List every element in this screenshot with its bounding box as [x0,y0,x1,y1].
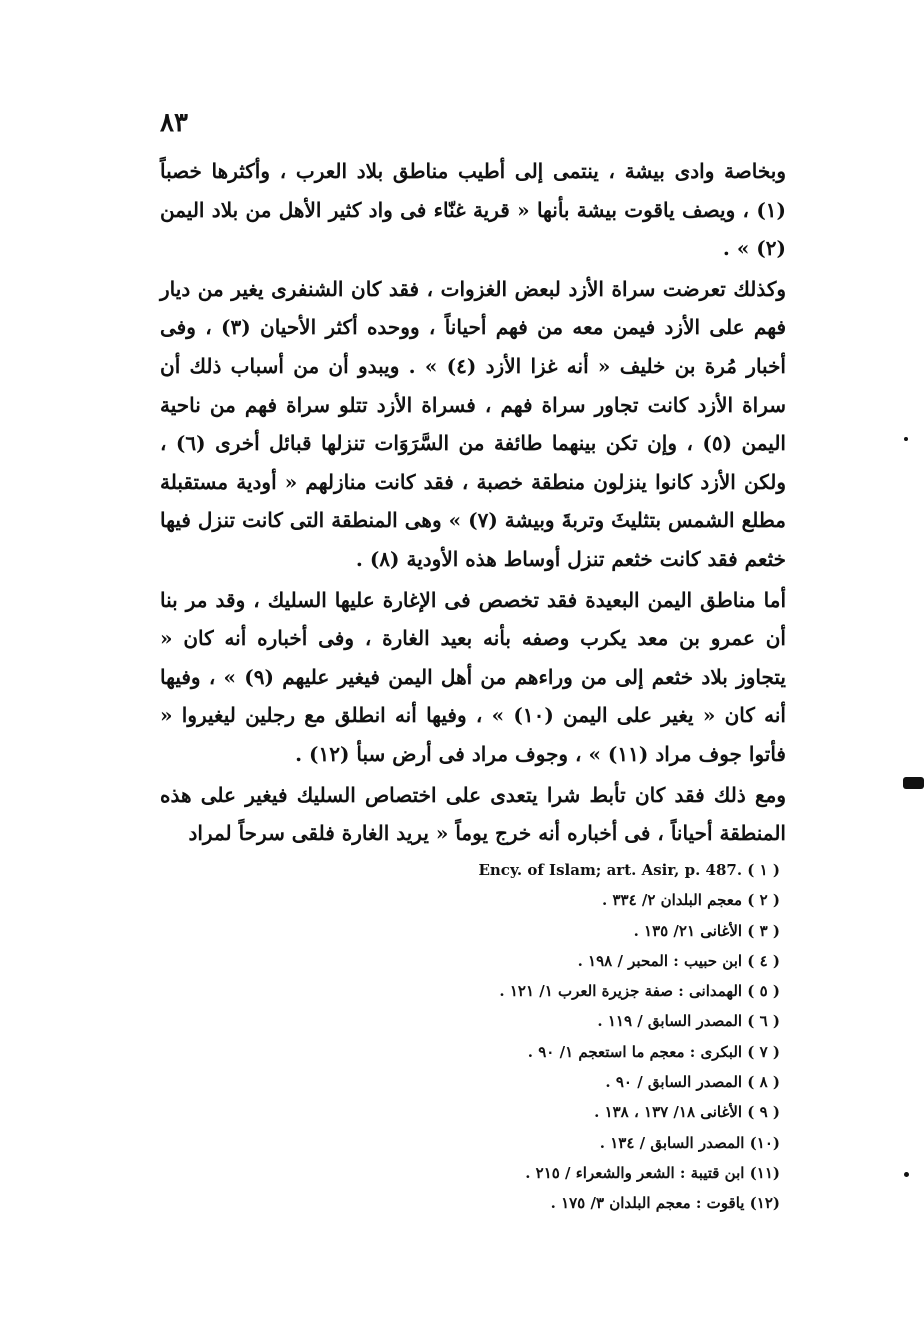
footnote: Ency. of Islam; art. Asir, p. 487. ( ١ ) [478,861,780,879]
paragraph: وكذلك تعرضت سراة الأزد لبعض الغزوات ، فقد كان الشنفرى يغير من ديار فهم على الأزد فيمن معه من فهم أحياناً ، ووحده أكثر الأحيان (٣) ، وفى أخبار مُرة بن خليف « أنه غزا الأزد (٤) » . ويبدو أن من أسباب ذلك أن سراة الأزد كانت تجاور سراة فهم ، فسراة الأزد تتلو سراة فهم من ناحية اليمن (٥) ، وإن تكن بينهما طائفة من السَّرَوَات تنزلها قبائل أخرى (٦) ، ولكن الأزد كانوا ينزلون منطقة خصبة ، فقد كانت منازلهم « أودية مستقبلة مطلع الشمس بتثليثَ وتربةَ وبيشة (٧) » وهى المنطقة التى كانت تنزل فيها خثعم فقد كانت خثعم تنزل أوساط هذه الأودية (٨) . [160,276,787,571]
scan-edge-dot [904,437,908,441]
footnote: ( ٢ ) معجم البلدان ٢/ ٣٣٤ . [602,891,780,910]
footnote: (١٠) المصدر السابق / ١٣٤ . [599,1133,780,1152]
scan-edge-dot [904,1172,909,1177]
body-text [160,152,786,855]
footnote: (١١) ابن قتيبة : الشعر والشعراء / ٢١٥ . [525,1163,780,1182]
footnote: (١٢) ياقوت : معجم البلدان ٣/ ١٧٥ . [550,1194,780,1213]
footnote: ( ٧ ) البكرى : معجم ما استعجم ١/ ٩٠ . [527,1042,780,1061]
footnote: ( ٤ ) ابن حبيب : المحبر / ١٩٨ . [577,951,780,970]
paragraph: ومع ذلك فقد كان تأبط شرا يتعدى على اختصاص السليك فيغير على هذه المنطقة أحياناً ، فى أخباره أنه خرج يوماً « يريد الغارة فلقى سرحاً لمراد [160,782,786,846]
footnote: ( ٨ ) المصدر السابق / ٩٠ . [605,1073,780,1092]
footnotes [430,855,780,1219]
page-number: ٨٣ [160,108,188,138]
paragraph: وبخاصة وادى بيشة ، ينتمى إلى أطيب مناطق بلاد العرب ، وأكثرها خصباً (١) ، ويصف ياقوت بيشة بأنها « قرية غنّاء فى واد كثير الأهل من بلاد اليمن (٢) » . [160,159,786,261]
footnote: ( ٩ ) الأغانى ١٨/ ١٣٧ ، ١٣٨ . [594,1103,780,1122]
paragraph: أما مناطق اليمن البعيدة فقد تخصص فى الإغارة عليها السليك ، وقد مر بنا أن عمرو بن معد يكرب وصفه بأنه بعيد الغارة ، وفى أخباره أنه كان « يتجاوز بلاد خثعم إلى من وراءهم من أهل اليمن فيغير عليهم (٩) » ، وفيها أنه كان « يغير على اليمن (١٠) » ، وفيها أنه انطلق مع رجلين ليغيروا « فأتوا جوف مراد (١١) » ، وجوف مراد فى أرض سبأ (١٢) . [160,587,786,766]
scan-edge-mark [903,777,924,789]
footnote: ( ٥ ) الهمدانى : صفة جزيرة العرب ١/ ١٢١ . [499,982,780,1001]
footnote: ( ٣ ) الأغانى ٢١/ ١٣٥ . [633,921,780,940]
footnote: ( ٦ ) المصدر السابق / ١١٩ . [597,1012,780,1031]
